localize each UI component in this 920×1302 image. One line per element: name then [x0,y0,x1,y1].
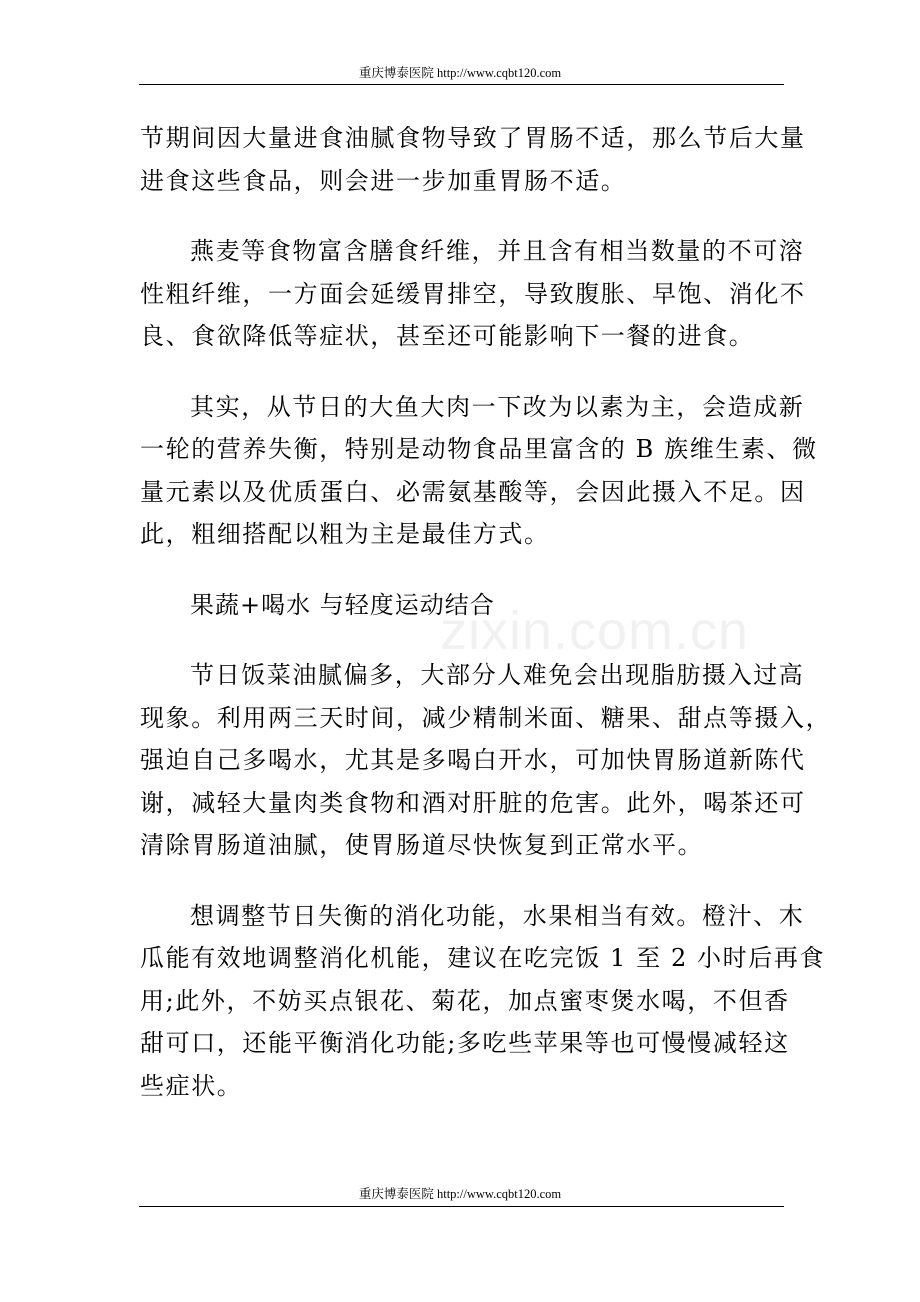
paragraph-5 [140,654,832,867]
text-line: 瓜能有效地调整消化机能，建议在吃完饭 1 至 2 小时后再食 [140,944,826,972]
text-line: 清除胃肠道油腻，使胃肠道尽快恢复到正常水平。 [140,831,704,859]
paragraph-2 [140,230,806,358]
footer-rule [139,1206,784,1207]
text-line: 些症状。 [140,1071,243,1100]
paragraph-3 [140,386,818,556]
text-line: 其实，从节日的大鱼大肉一下改为以素为主，会造成新 [190,392,805,421]
text-line: 此，粗细搭配以粗为主是最佳方式。 [140,520,550,548]
text-line: 强迫自己多喝水，尤其是多喝白开水，可加快胃肠道新陈代 [140,746,806,774]
text-line: 现象。利用两三天时间，减少精制米面、糖果、甜点等摄入， [140,703,832,732]
text-line: 量元素以及优质蛋白、必需氨基酸等，会因此摄入不足。因 [140,477,806,506]
text-line: 良、食欲降低等症状，甚至还可能影响下一餐的进食。 [140,322,755,350]
section-heading [140,584,782,627]
text-line: 甜可口，还能平衡消化功能;多吃些苹果等也可慢慢减轻这 [140,1029,790,1057]
header-rule [139,84,784,85]
heading-text: 果蔬+喝水 与轻度运动结合 [190,590,495,619]
text-line: 谢，减轻大量肉类食物和酒对肝脏的危害。此外，喝茶还可 [140,788,806,817]
text-line: 用;此外，不妨买点银花、菊花，加点蜜枣煲水喝，不但香 [140,986,790,1015]
page-footer: 重庆博泰医院 http://www.cqbt120.com [358,1187,562,1201]
watermark: zixin.com.cn [440,601,750,661]
text-line: 进食这些食品，则会进一步加重胃肠不适。 [140,166,627,195]
paragraph-6 [140,895,826,1108]
text-line: 想调整节日失衡的消化功能，水果相当有效。橙汁、木 [190,901,805,930]
text-line: 性粗纤维，一方面会延缓胃排空，导致腹胀、早饱、消化不 [140,279,806,308]
paragraph-1 [140,117,806,202]
document-body [140,117,832,1135]
page-header: 重庆博泰医院 http://www.cqbt120.com [358,66,562,80]
text-line: 节期间因大量进食油腻食物导致了胃肠不适，那么节后大量 [140,124,806,152]
text-line: 节日饭菜油腻偏多，大部分人难免会出现脂肪摄入过高 [190,661,805,689]
text-line: 燕麦等食物富含膳食纤维，并且含有相当数量的不可溶 [190,237,805,265]
text-line: 一轮的营养失衡，特别是动物食品里富含的 B 族维生素、微 [140,435,818,463]
